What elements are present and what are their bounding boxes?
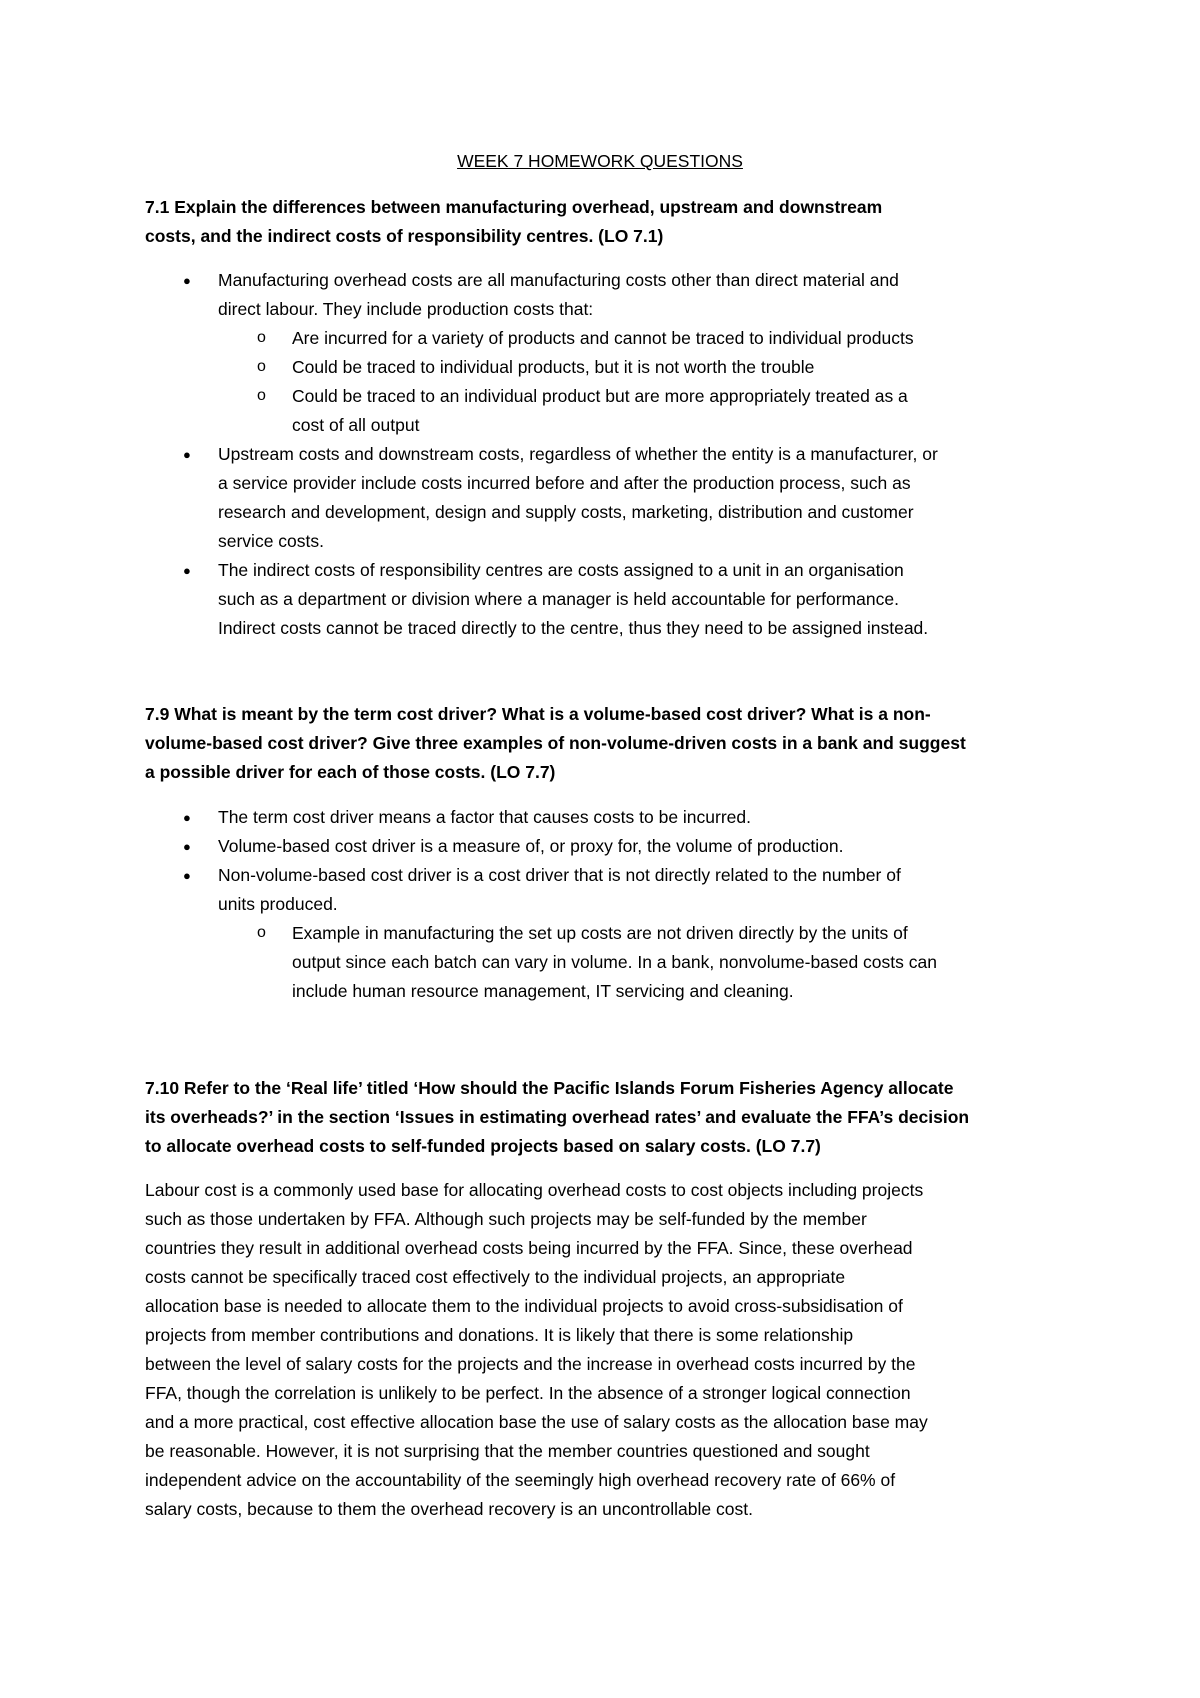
bullet-item <box>145 266 1085 324</box>
heading-line: volume-based cost driver? Give three examples of non-volume-driven costs in a bank and suggest <box>145 733 966 753</box>
question-7-10-heading <box>145 1074 1065 1161</box>
bullet-icon: ● <box>183 868 191 883</box>
bullet-line: direct labour. They include production costs that: <box>218 299 594 319</box>
bullet-icon: ● <box>183 447 191 462</box>
bullet-line: service costs. <box>218 531 324 551</box>
paragraph-line: projects from member contributions and donations. It is likely that there is some relationship <box>145 1325 854 1345</box>
heading-line: 7.1 Explain the differences between manufacturing overhead, upstream and downstream <box>145 197 883 217</box>
sub-bullet-line: include human resource management, IT servicing and cleaning. <box>292 981 794 1001</box>
bullet-line: Indirect costs cannot be traced directly to the centre, thus they need to be assigned instead. <box>218 618 929 638</box>
heading-line: costs, and the indirect costs of responsibility centres. (LO 7.1) <box>145 226 664 246</box>
sub-bullet-line: Could be traced to an individual product but are more appropriately treated as a <box>292 386 908 406</box>
bullet-item <box>145 861 1085 919</box>
bullet-icon: ● <box>183 273 191 288</box>
paragraph-line: costs cannot be specifically traced cost effectively to the individual projects, an appropriate <box>145 1267 846 1287</box>
circle-bullet-icon: o <box>257 329 266 346</box>
sub-bullet-line: Example in manufacturing the set up costs are not driven directly by the units of <box>292 923 908 943</box>
heading-line: to allocate overhead costs to self-funded projects based on salary costs. (LO 7.7) <box>145 1136 821 1156</box>
sub-bullet-item <box>145 353 1085 382</box>
bullet-item <box>145 556 1085 643</box>
page-title: WEEK 7 HOMEWORK QUESTIONS <box>457 151 743 171</box>
paragraph-line: salary costs, because to them the overhead recovery is an uncontrollable cost. <box>145 1499 753 1519</box>
question-7-10-answer <box>145 1176 1085 1524</box>
bullet-line: The indirect costs of responsibility centres are costs assigned to a unit in an organisation <box>218 560 904 580</box>
question-7-1-answer <box>145 266 1085 643</box>
circle-bullet-icon: o <box>257 387 266 404</box>
bullet-line: The term cost driver means a factor that causes costs to be incurred. <box>218 807 752 827</box>
sub-bullet-line: Are incurred for a variety of products and cannot be traced to individual products <box>292 328 914 348</box>
bullet-item <box>145 803 1085 832</box>
bullet-icon: ● <box>183 563 191 578</box>
question-7-9-heading <box>145 700 1065 787</box>
sub-bullet-item <box>145 382 1085 440</box>
heading-line: 7.10 Refer to the ‘Real life’ titled ‘How should the Pacific Islands Forum Fisheries Agency allocate <box>145 1078 954 1098</box>
bullet-line: such as a department or division where a manager is held accountable for performance. <box>218 589 899 609</box>
circle-bullet-icon: o <box>257 358 266 375</box>
paragraph-line: independent advice on the accountability of the seemingly high overhead recovery rate of 66% of <box>145 1470 896 1490</box>
bullet-line: units produced. <box>218 894 338 914</box>
circle-bullet-icon: o <box>257 924 266 941</box>
sub-bullet-item <box>145 919 1085 1006</box>
bullet-line: a service provider include costs incurred before and after the production process, such as <box>218 473 911 493</box>
heading-line: a possible driver for each of those costs. (LO 7.7) <box>145 762 556 782</box>
sub-bullet-line: output since each batch can vary in volume. In a bank, nonvolume-based costs can <box>292 952 937 972</box>
bullet-icon: ● <box>183 810 191 825</box>
question-7-1-heading <box>145 193 1065 251</box>
paragraph-line: FFA, though the correlation is unlikely to be perfect. In the absence of a stronger logical connection <box>145 1383 911 1403</box>
bullet-item <box>145 440 1085 556</box>
paragraph-line: such as those undertaken by FFA. Although such projects may be self-funded by the member <box>145 1209 867 1229</box>
heading-line: 7.9 What is meant by the term cost driver? What is a volume-based cost driver? What is a non- <box>145 704 931 724</box>
paragraph-line: countries they result in additional overhead costs being incurred by the FFA. Since, these overhead <box>145 1238 913 1258</box>
heading-line: its overheads?’ in the section ‘Issues in estimating overhead rates’ and evaluate the FFA’s decision <box>145 1107 970 1127</box>
bullet-line: Manufacturing overhead costs are all manufacturing costs other than direct material and <box>218 270 899 290</box>
paragraph-line: and a more practical, cost effective allocation base the use of salary costs as the allocation base may <box>145 1412 928 1432</box>
paragraph-line: be reasonable. However, it is not surprising that the member countries questioned and sought <box>145 1441 870 1461</box>
bullet-item <box>145 832 1085 861</box>
bullet-line: Upstream costs and downstream costs, regardless of whether the entity is a manufacturer, or <box>218 444 938 464</box>
bullet-line: research and development, design and supply costs, marketing, distribution and customer <box>218 502 914 522</box>
paragraph-line: between the level of salary costs for the projects and the increase in overhead costs incurred by the <box>145 1354 916 1374</box>
paragraph-line: Labour cost is a commonly used base for allocating overhead costs to cost objects including projects <box>145 1180 924 1200</box>
bullet-line: Volume-based cost driver is a measure of, or proxy for, the volume of production. <box>218 836 844 856</box>
sub-bullet-item <box>145 324 1085 353</box>
sub-bullet-line: cost of all output <box>292 415 420 435</box>
bullet-line: Non-volume-based cost driver is a cost driver that is not directly related to the number of <box>218 865 901 885</box>
sub-bullet-line: Could be traced to individual products, but it is not worth the trouble <box>292 357 815 377</box>
bullet-icon: ● <box>183 839 191 854</box>
paragraph-line: allocation base is needed to allocate them to the individual projects to avoid cross-subsidisation of <box>145 1296 903 1316</box>
question-7-9-answer <box>145 803 1085 1006</box>
